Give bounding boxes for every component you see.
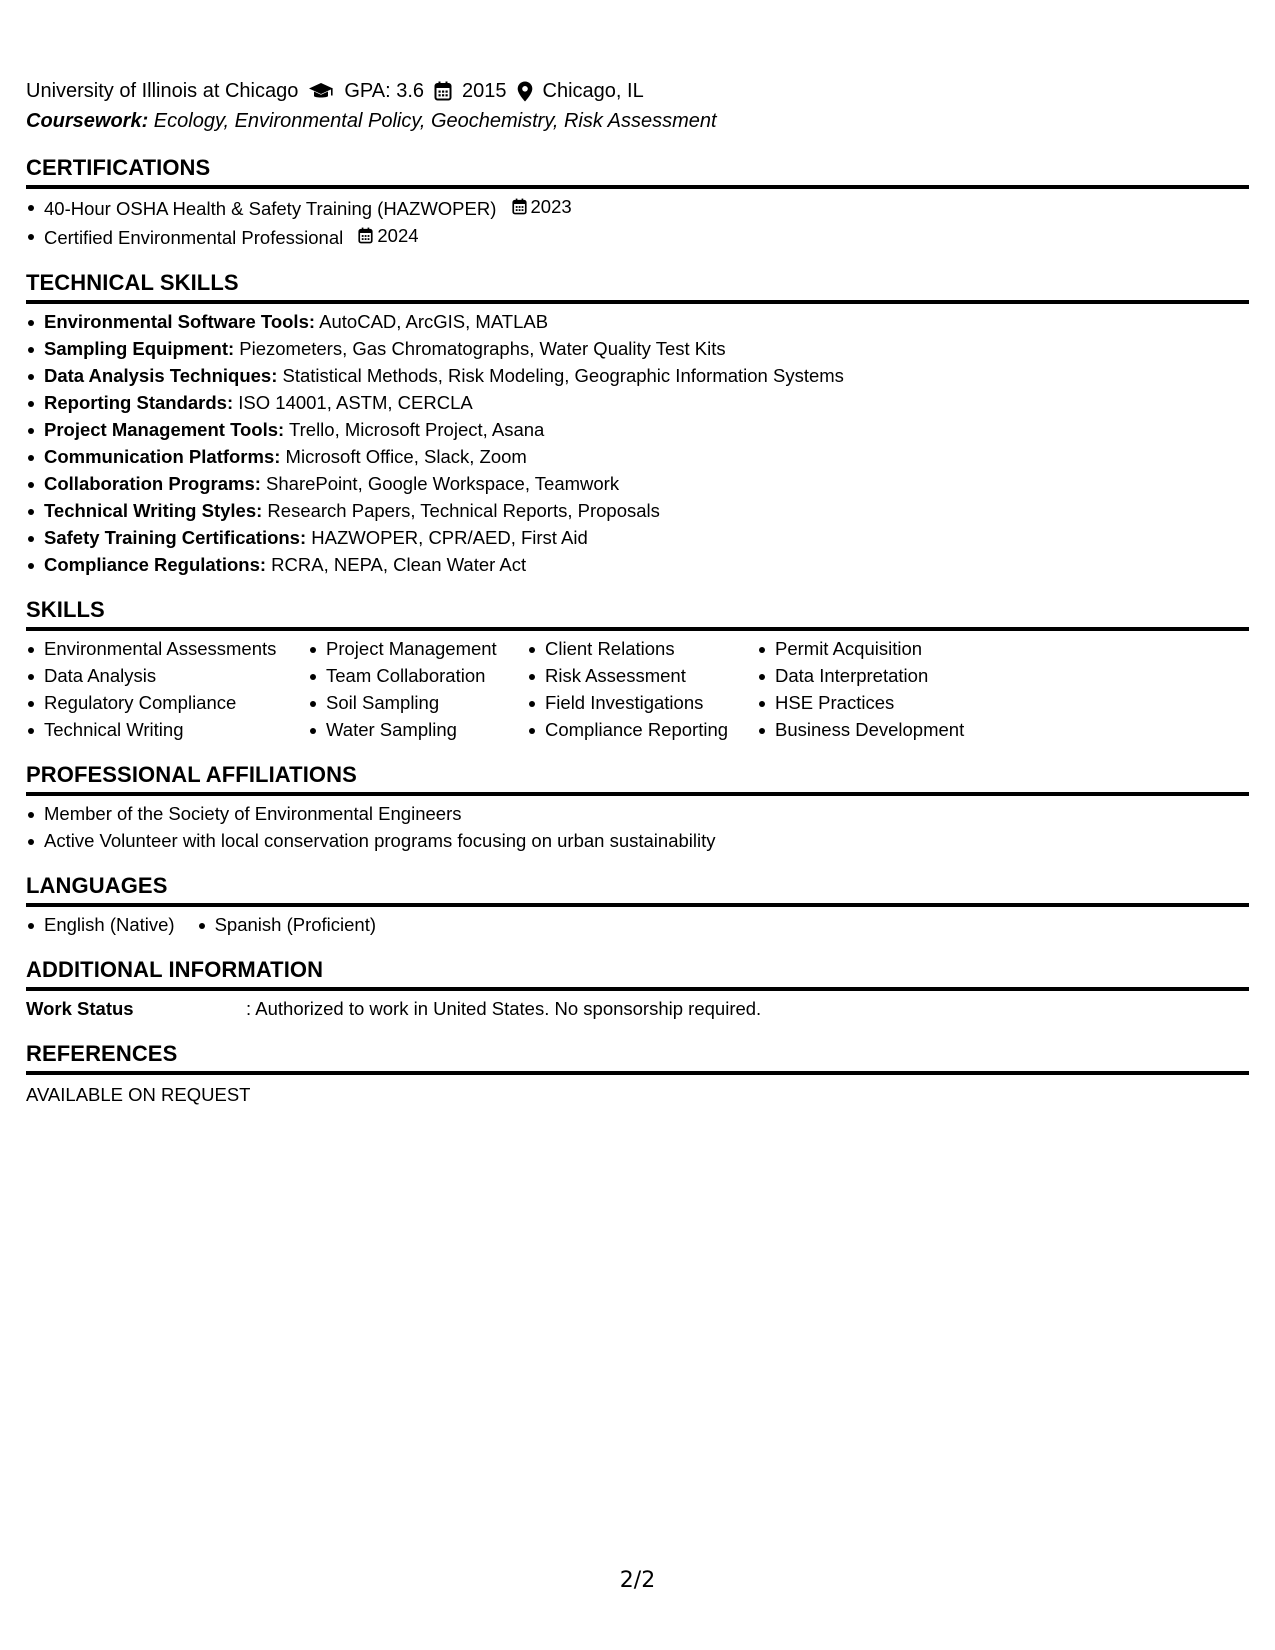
skill-values: Research Papers, Technical Reports, Proposals xyxy=(262,500,660,521)
list-item: Environmental Assessments xyxy=(26,635,308,662)
skill-category: Compliance Regulations: xyxy=(44,554,267,575)
list-item: Business Development xyxy=(757,716,997,743)
gpa: GPA: 3.6 xyxy=(344,80,425,102)
list-item: Water Sampling xyxy=(308,716,527,743)
certifications-list xyxy=(26,193,1249,251)
skill-values: Microsoft Office, Slack, Zoom xyxy=(280,446,527,467)
list-item: English (Native) xyxy=(26,911,175,938)
list-item xyxy=(26,362,1249,389)
school-location: Chicago, IL xyxy=(542,80,644,102)
calendar-icon xyxy=(434,81,452,101)
skill-values: RCRA, NEPA, Clean Water Act xyxy=(266,554,527,575)
section-title-references: REFERENCES xyxy=(26,1040,1249,1075)
certification-name: 40-Hour OSHA Health & Safety Training (HAZWOPER) xyxy=(44,198,497,219)
skills-column xyxy=(308,635,527,743)
skill-category: Environmental Software Tools: xyxy=(44,311,316,332)
list-item: Permit Acquisition xyxy=(757,635,997,662)
list-item xyxy=(26,193,1249,222)
skills-column xyxy=(527,635,757,743)
list-item xyxy=(26,470,1249,497)
skill-values: AutoCAD, ArcGIS, MATLAB xyxy=(315,311,549,332)
list-item: Team Collaboration xyxy=(308,662,527,689)
certification-name: Certified Environmental Professional xyxy=(44,227,344,248)
languages-list xyxy=(26,911,398,938)
education-line xyxy=(26,76,1249,106)
skills-column xyxy=(757,635,997,743)
references-text: AVAILABLE ON REQUEST xyxy=(26,1084,251,1105)
list-item: Compliance Reporting xyxy=(527,716,757,743)
work-status-label: Work Status xyxy=(26,998,134,1019)
section-title-skills: SKILLS xyxy=(26,596,1249,631)
skills-column xyxy=(26,635,308,743)
skill-values: HAZWOPER, CPR/AED, First Aid xyxy=(306,527,588,548)
skill-category: Safety Training Certifications: xyxy=(44,527,307,548)
section-title-certifications: CERTIFICATIONS xyxy=(26,154,1249,189)
school-name: University of Illinois at Chicago xyxy=(26,80,299,102)
skill-category: Technical Writing Styles: xyxy=(44,500,263,521)
list-item: Data Analysis xyxy=(26,662,308,689)
certification-year: 2024 xyxy=(377,225,419,246)
coursework-label: Coursework: xyxy=(26,110,149,132)
graduation-cap-icon xyxy=(308,81,334,101)
list-item xyxy=(26,497,1249,524)
list-item xyxy=(26,443,1249,470)
calendar-icon xyxy=(512,198,527,215)
list-item xyxy=(26,308,1249,335)
list-item: Client Relations xyxy=(527,635,757,662)
list-item: Technical Writing xyxy=(26,716,308,743)
section-title-languages: LANGUAGES xyxy=(26,872,1249,907)
languages-row xyxy=(26,911,1249,938)
list-item: Member of the Society of Environmental Engineers xyxy=(26,800,1249,827)
list-item: Regulatory Compliance xyxy=(26,689,308,716)
certification-year: 2023 xyxy=(530,196,572,217)
list-item: Soil Sampling xyxy=(308,689,527,716)
location-pin-icon xyxy=(517,81,533,102)
skill-category: Data Analysis Techniques: xyxy=(44,365,278,386)
list-item: Field Investigations xyxy=(527,689,757,716)
skill-values: ISO 14001, ASTM, CERCLA xyxy=(233,392,473,413)
affiliations-list xyxy=(26,800,1249,854)
work-status-row xyxy=(26,995,1249,1022)
list-item xyxy=(26,389,1249,416)
list-item: Project Management xyxy=(308,635,527,662)
list-item xyxy=(26,524,1249,551)
coursework xyxy=(26,106,1249,136)
list-item xyxy=(26,222,1249,251)
technical-skills-list xyxy=(26,308,1249,578)
skill-category: Collaboration Programs: xyxy=(44,473,261,494)
skill-category: Sampling Equipment: xyxy=(44,338,235,359)
list-item xyxy=(26,335,1249,362)
graduation-year: 2015 xyxy=(462,80,507,102)
section-title-additional-information: ADDITIONAL INFORMATION xyxy=(26,956,1249,991)
skill-values: SharePoint, Google Workspace, Teamwork xyxy=(260,473,620,494)
skill-category: Communication Platforms: xyxy=(44,446,281,467)
coursework-value: Ecology, Environmental Policy, Geochemistry, Risk Assessment xyxy=(148,110,717,132)
list-item xyxy=(26,416,1249,443)
skill-values: Trello, Microsoft Project, Asana xyxy=(284,419,545,440)
list-item: Data Interpretation xyxy=(757,662,997,689)
skill-category: Reporting Standards: xyxy=(44,392,234,413)
calendar-icon xyxy=(358,227,373,244)
list-item: Active Volunteer with local conservation programs focusing on urban sustainability xyxy=(26,827,1249,854)
section-title-technical-skills: TECHNICAL SKILLS xyxy=(26,269,1249,304)
page-number: 2/2 xyxy=(619,1568,656,1593)
skill-values: Statistical Methods, Risk Modeling, Geographic Information Systems xyxy=(277,365,844,386)
skill-values: Piezometers, Gas Chromatographs, Water Quality Test Kits xyxy=(234,338,726,359)
skill-category: Project Management Tools: xyxy=(44,419,285,440)
list-item xyxy=(26,551,1249,578)
list-item: Spanish (Proficient) xyxy=(197,911,376,938)
skills-grid xyxy=(26,635,1249,743)
section-title-affiliations: PROFESSIONAL AFFILIATIONS xyxy=(26,761,1249,796)
work-status-value: : Authorized to work in United States. No sponsorship required. xyxy=(246,998,762,1019)
list-item: HSE Practices xyxy=(757,689,997,716)
resume-page xyxy=(26,76,1249,1108)
list-item: Risk Assessment xyxy=(527,662,757,689)
